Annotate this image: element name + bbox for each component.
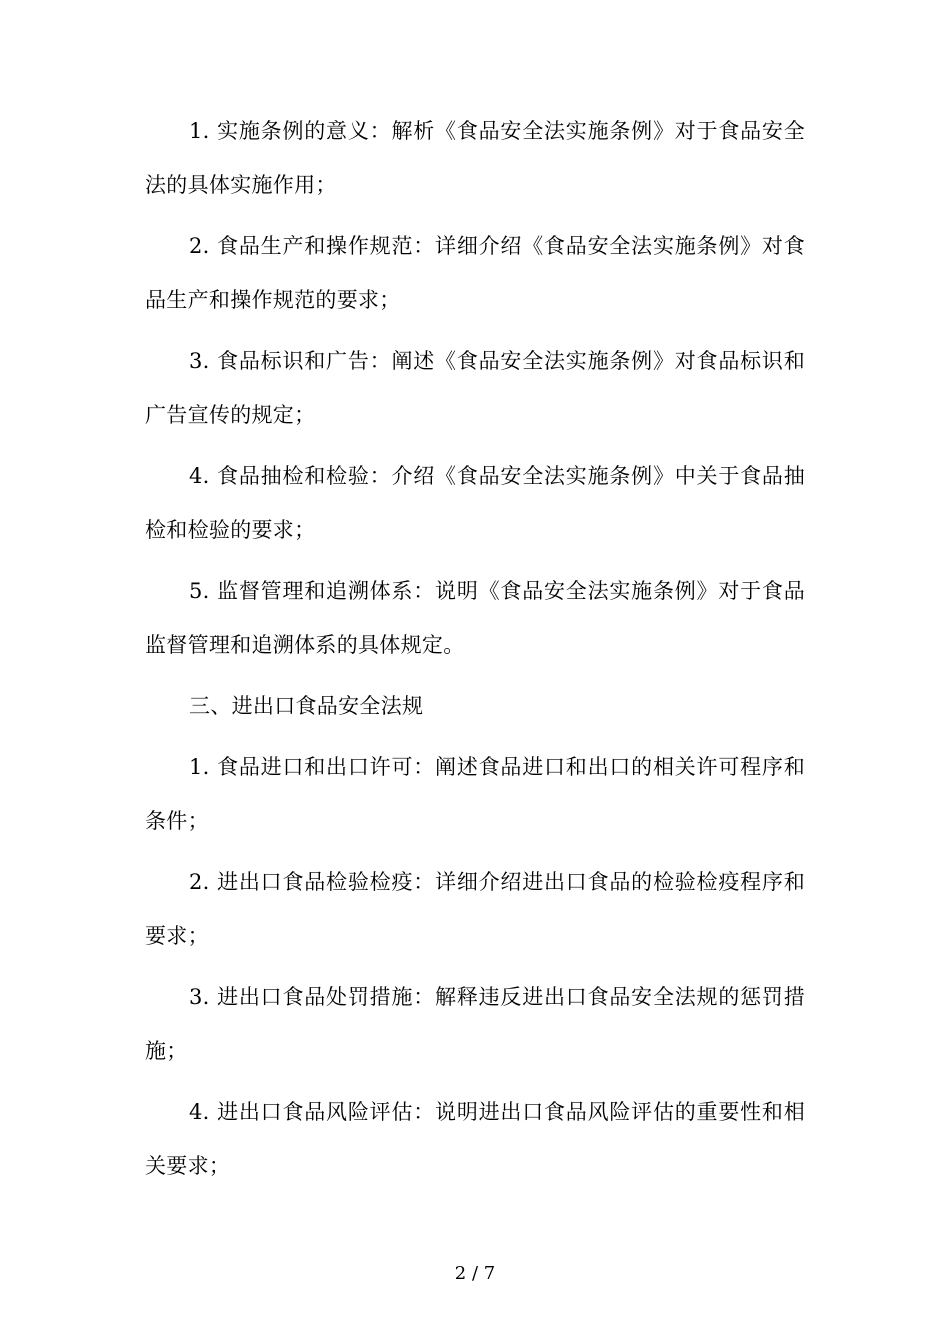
page-number: 2 / 7	[454, 1263, 496, 1284]
paragraph-risk-assessment: 4. 进出口食品风险评估：说明进出口食品风险评估的重要性和相关要求；	[145, 1100, 805, 1178]
paragraph-sampling-inspection: 4. 食品抽检和检验：介绍《食品安全法实施条例》中关于食品抽检和检验的要求；	[145, 464, 805, 542]
section-heading-import-export: 三、进出口食品安全法规	[189, 694, 424, 718]
document-body	[145, 104, 805, 1193]
paragraph-regulation-significance: 1. 实施条例的意义：解析《食品安全法实施条例》对于食品安全法的具体实施作用；	[145, 119, 805, 197]
paragraph-inspection-quarantine: 2. 进出口食品检验检疫：详细介绍进出口食品的检验检疫程序和要求；	[145, 870, 805, 948]
paragraph-labeling-advertising: 3. 食品标识和广告：阐述《食品安全法实施条例》对食品标识和广告宣传的规定；	[145, 349, 805, 427]
paragraph-production-standards: 2. 食品生产和操作规范：详细介绍《食品安全法实施条例》对食品生产和操作规范的要求；	[145, 234, 805, 312]
paragraph-penalty-measures: 3. 进出口食品处罚措施：解释违反进出口食品安全法规的惩罚措施；	[145, 985, 805, 1063]
paragraph-supervision-traceability: 5. 监督管理和追溯体系：说明《食品安全法实施条例》对于食品监督管理和追溯体系的具体规定。	[145, 579, 805, 657]
paragraph-import-export-license: 1. 食品进口和出口许可：阐述食品进口和出口的相关许可程序和条件；	[145, 755, 805, 833]
